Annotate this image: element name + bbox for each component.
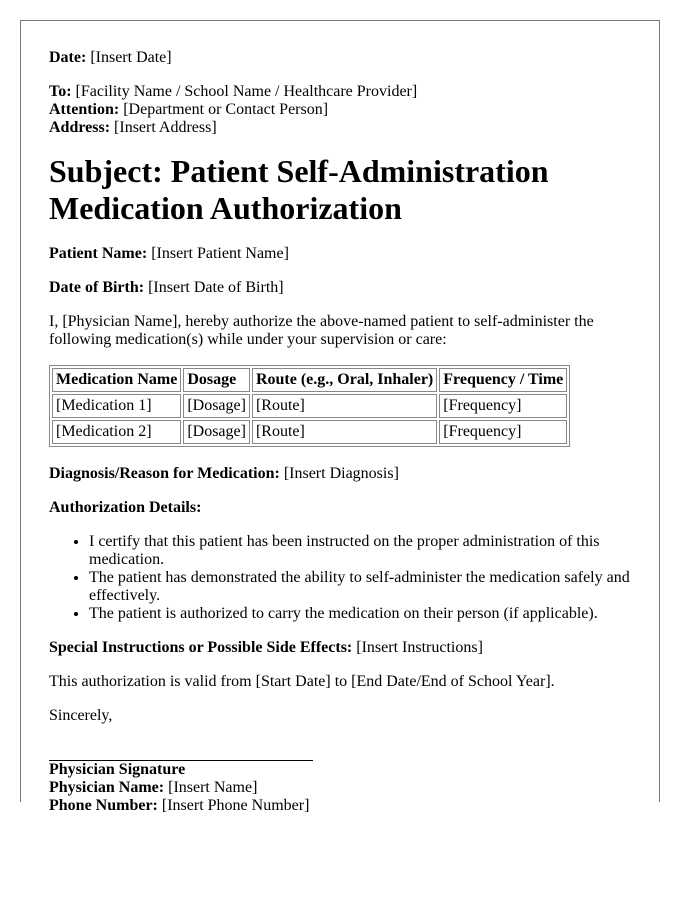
table-cell: [Frequency] [439, 420, 567, 444]
table-cell: [Dosage] [183, 394, 250, 418]
special-instructions-label: Special Instructions or Possible Side Effects: [49, 639, 353, 656]
phone-number-value: [Insert Phone Number] [161, 797, 310, 814]
authorization-details-list [49, 533, 639, 623]
to-line [49, 83, 639, 101]
diagnosis-value: [Insert Diagnosis] [283, 465, 399, 482]
phone-number-label: Phone Number: [49, 797, 158, 814]
column-header: Frequency / Time [439, 368, 567, 392]
table-row [52, 394, 567, 418]
patient-name-value: [Insert Patient Name] [151, 245, 289, 262]
list-item: • I certify that this patient has been instructed on the proper administration of this medication. [89, 533, 639, 569]
table-header-row [52, 368, 567, 392]
table-cell: [Frequency] [439, 394, 567, 418]
signature-block [49, 761, 639, 815]
authorization-details-label: Authorization Details: [49, 499, 202, 516]
medication-table [49, 365, 570, 447]
list-item: • The patient has demonstrated the ability to self-administer the medication safely and effectively. [89, 569, 639, 605]
table-row [52, 420, 567, 444]
physician-name-value: [Insert Name] [168, 779, 258, 796]
to-value: [Facility Name / School Name / Healthcare Provider] [75, 83, 418, 100]
special-instructions-line [49, 639, 639, 657]
column-header: Medication Name [52, 368, 181, 392]
date-line [49, 49, 639, 67]
date-value: [Insert Date] [90, 49, 172, 66]
authorization-details-heading [49, 499, 639, 517]
list-item: • The patient is authorized to carry the medication on their person (if applicable). [89, 605, 639, 623]
dob-line [49, 279, 639, 297]
attention-value: [Department or Contact Person] [123, 101, 329, 118]
letter-page [20, 20, 660, 814]
address-label: Address: [49, 119, 111, 136]
table-cell: [Dosage] [183, 420, 250, 444]
subject-heading: Subject: Patient Self-Administration Medication Authorization [49, 153, 549, 226]
physician-signature-label: Physician Signature [49, 761, 186, 778]
dob-label: Date of Birth: [49, 279, 145, 296]
physician-name-line [49, 779, 639, 797]
patient-name-line [49, 245, 639, 263]
dob-value: [Insert Date of Birth] [148, 279, 284, 296]
diagnosis-line [49, 465, 639, 483]
special-instructions-value: [Insert Instructions] [356, 639, 483, 656]
phone-number-line [49, 797, 639, 815]
intro-paragraph: I, [Physician Name], hereby authorize the above-named patient to self-administer the following medication(s) while under your supervision or care: [49, 313, 594, 348]
column-header: Route (e.g., Oral, Inhaler) [252, 368, 437, 392]
table-cell: [Medication 1] [52, 394, 181, 418]
column-header: Dosage [183, 368, 250, 392]
table-cell: [Route] [252, 420, 437, 444]
attention-label: Attention: [49, 101, 120, 118]
patient-name-label: Patient Name: [49, 245, 148, 262]
recipient-block [49, 83, 639, 137]
address-value: [Insert Address] [114, 119, 217, 136]
physician-name-label: Physician Name: [49, 779, 165, 796]
letter-content [49, 49, 639, 815]
table-cell: [Medication 2] [52, 420, 181, 444]
date-label: Date: [49, 49, 87, 66]
diagnosis-label: Diagnosis/Reason for Medication: [49, 465, 280, 482]
closing-line: Sincerely, [49, 707, 113, 724]
table-cell: [Route] [252, 394, 437, 418]
to-label: To: [49, 83, 72, 100]
address-line [49, 119, 639, 137]
validity-paragraph: This authorization is valid from [Start Date] to [End Date/End of School Year]. [49, 673, 555, 690]
attention-line [49, 101, 639, 119]
